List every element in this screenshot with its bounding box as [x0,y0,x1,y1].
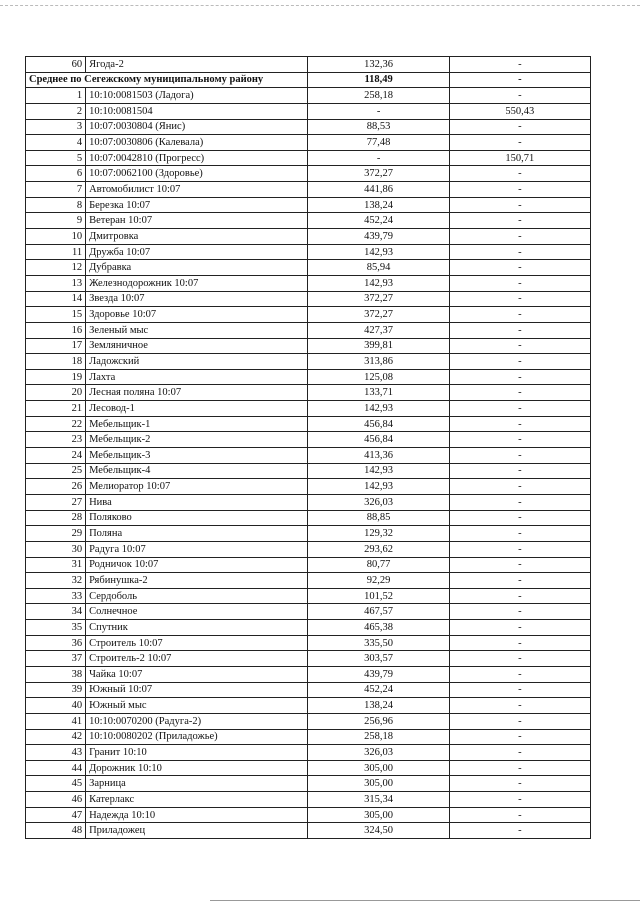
value-column-1: 326,03 [308,745,449,761]
value-column-2: - [449,573,590,589]
table-row [26,166,591,182]
table-row [26,745,591,761]
row-number: 7 [26,182,86,198]
value-column-1: 80,77 [308,557,449,573]
row-number: 24 [26,448,86,464]
table-row [26,666,591,682]
row-name: Ягода-2 [86,57,308,73]
row-name: Нива [86,494,308,510]
table-row [26,448,591,464]
row-name: Лахта [86,369,308,385]
value-column-1: 129,32 [308,526,449,542]
table-row [26,651,591,667]
table-row [26,823,591,839]
value-column-1: 85,94 [308,260,449,276]
table-total-row [26,72,591,88]
value-column-2: - [449,823,590,839]
row-name: Строитель 10:07 [86,635,308,651]
row-number: 46 [26,792,86,808]
value-column-2: - [449,275,590,291]
row-name: 10:07:0030804 (Янис) [86,119,308,135]
value-column-2: - [449,385,590,401]
table-row [26,322,591,338]
value-column-2: - [449,57,590,73]
row-name: Дубравка [86,260,308,276]
row-number: 9 [26,213,86,229]
table-row [26,494,591,510]
table-row [26,369,591,385]
row-number: 10 [26,229,86,245]
row-number: 31 [26,557,86,573]
row-name: Катерлакс [86,792,308,808]
row-number: 20 [26,385,86,401]
row-number: 29 [26,526,86,542]
value-column-1: 258,18 [308,88,449,104]
row-number: 35 [26,620,86,636]
row-name: Железнодорожник 10:07 [86,275,308,291]
table-row [26,479,591,495]
value-column-1: 305,00 [308,760,449,776]
row-number: 48 [26,823,86,839]
value-column-1: 92,29 [308,573,449,589]
value-column-1: 335,50 [308,635,449,651]
value-column-1: 413,36 [308,448,449,464]
table-row [26,776,591,792]
value-column-1: 133,71 [308,385,449,401]
row-name: Мебельщик-1 [86,416,308,432]
row-number: 4 [26,135,86,151]
row-name: Южный 10:07 [86,682,308,698]
value-column-2: - [449,698,590,714]
value-column-2: - [449,354,590,370]
value-column-1: 132,36 [308,57,449,73]
row-name: Автомобилист 10:07 [86,182,308,198]
row-name: 10:10:0081503 (Ладога) [86,88,308,104]
table-row [26,698,591,714]
table-row [26,150,591,166]
row-number: 28 [26,510,86,526]
table-row [26,635,591,651]
value-column-2: - [449,338,590,354]
value-column-1: 256,96 [308,713,449,729]
row-number: 32 [26,573,86,589]
value-column-1: 88,53 [308,119,449,135]
value-column-2: - [449,463,590,479]
table-row [26,213,591,229]
value-column-1: 303,57 [308,651,449,667]
value-column-1: 138,24 [308,197,449,213]
row-name: 10:07:0042810 (Прогресс) [86,150,308,166]
row-number: 38 [26,666,86,682]
value-column-2: - [449,792,590,808]
row-number: 26 [26,479,86,495]
table-row [26,541,591,557]
value-column-2: - [449,620,590,636]
table-row [26,307,591,323]
row-number: 5 [26,150,86,166]
value-column-1: 101,52 [308,588,449,604]
value-column-1: 142,93 [308,479,449,495]
value-column-2: - [449,119,590,135]
value-column-1: 138,24 [308,698,449,714]
row-number: 1 [26,88,86,104]
value-column-2: - [449,88,590,104]
table-row [26,463,591,479]
row-number: 30 [26,541,86,557]
table-row [26,416,591,432]
value-column-2: 550,43 [449,103,590,119]
value-column-1: 372,27 [308,166,449,182]
value-column-1: 142,93 [308,463,449,479]
row-number: 2 [26,103,86,119]
table-row [26,729,591,745]
value-column-1: 326,03 [308,494,449,510]
row-number: 25 [26,463,86,479]
row-name: Зеленый мыс [86,322,308,338]
row-name: Мебельщик-4 [86,463,308,479]
value-column-2: - [449,651,590,667]
value-column-2: - [449,745,590,761]
value-column-2: - [449,322,590,338]
value-column-1: 427,37 [308,322,449,338]
value-column-2: - [449,557,590,573]
table-row [26,244,591,260]
table-row [26,88,591,104]
table-row [26,229,591,245]
value-column-2: - [449,213,590,229]
row-name: Поляково [86,510,308,526]
table-body [26,57,591,839]
row-number: 21 [26,401,86,417]
value-column-2: - [449,526,590,542]
value-column-2: - [449,588,590,604]
row-name: 10:10:0080202 (Приладожье) [86,729,308,745]
row-name: Мебельщик-2 [86,432,308,448]
row-name: Звезда 10:07 [86,291,308,307]
row-name: Земляничное [86,338,308,354]
value-column-2: - [449,432,590,448]
row-number: 27 [26,494,86,510]
value-column-1: 372,27 [308,291,449,307]
value-column-2: 150,71 [449,150,590,166]
value-column-1: 313,86 [308,354,449,370]
table-row [26,401,591,417]
value-column-1: 77,48 [308,135,449,151]
value-column-1: 452,24 [308,682,449,698]
value-column-1: 441,86 [308,182,449,198]
table-row [26,135,591,151]
table-row [26,557,591,573]
value-column-2: - [449,494,590,510]
value-column-2: - [449,760,590,776]
value-column-2: - [449,776,590,792]
row-name: Дмитровка [86,229,308,245]
value-column-1: 439,79 [308,666,449,682]
table-row [26,385,591,401]
data-table [25,56,591,839]
table-row [26,792,591,808]
row-name: Лесная поляна 10:07 [86,385,308,401]
row-name: Березка 10:07 [86,197,308,213]
value-column-2: - [449,635,590,651]
table-row [26,760,591,776]
table-row [26,604,591,620]
row-number: 11 [26,244,86,260]
row-number: 16 [26,322,86,338]
value-column-1: 315,34 [308,792,449,808]
row-number: 14 [26,291,86,307]
value-column-2: - [449,401,590,417]
value-column-2: - [449,682,590,698]
row-number: 47 [26,807,86,823]
row-name: Спутник [86,620,308,636]
row-number: 39 [26,682,86,698]
value-column-1: 305,00 [308,807,449,823]
row-name: Сердоболь [86,588,308,604]
value-column-1: 467,57 [308,604,449,620]
row-name: Ветеран 10:07 [86,213,308,229]
value-column-2: - [449,448,590,464]
row-number: 41 [26,713,86,729]
value-column-2: - [449,135,590,151]
table-row [26,713,591,729]
value-column-2: - [449,72,590,88]
row-name: Строитель-2 10:07 [86,651,308,667]
row-number: 17 [26,338,86,354]
row-number: 19 [26,369,86,385]
value-column-1: 324,50 [308,823,449,839]
value-column-2: - [449,260,590,276]
row-name: Зарница [86,776,308,792]
row-name: Надежда 10:10 [86,807,308,823]
row-number: 33 [26,588,86,604]
value-column-1: 456,84 [308,416,449,432]
row-name: Мебельщик-3 [86,448,308,464]
table-row [26,620,591,636]
row-number: 15 [26,307,86,323]
table-row [26,103,591,119]
row-number: 3 [26,119,86,135]
value-column-2: - [449,291,590,307]
row-number: 37 [26,651,86,667]
value-column-1: 142,93 [308,244,449,260]
value-column-2: - [449,416,590,432]
table-row [26,682,591,698]
table-row [26,432,591,448]
value-column-1: 258,18 [308,729,449,745]
row-number: 23 [26,432,86,448]
value-column-1: 399,81 [308,338,449,354]
table-row [26,807,591,823]
table-row [26,354,591,370]
value-column-1: - [308,103,449,119]
value-column-1: 293,62 [308,541,449,557]
row-name: Дорожник 10:10 [86,760,308,776]
value-column-2: - [449,666,590,682]
scan-edge-top [0,5,640,6]
scan-edge-bottom [210,900,640,901]
value-column-2: - [449,510,590,526]
row-name: 10:10:0081504 [86,103,308,119]
table-row [26,573,591,589]
row-name: Чайка 10:07 [86,666,308,682]
value-column-1: 456,84 [308,432,449,448]
table-row [26,291,591,307]
value-column-2: - [449,166,590,182]
table-row [26,338,591,354]
row-name: Дружба 10:07 [86,244,308,260]
row-name: Южный мыс [86,698,308,714]
value-column-2: - [449,307,590,323]
row-number: 8 [26,197,86,213]
row-name: 10:10:0070200 (Радуга-2) [86,713,308,729]
table-row [26,182,591,198]
table-row [26,197,591,213]
row-name: Лесовод-1 [86,401,308,417]
value-column-2: - [449,807,590,823]
row-number: 12 [26,260,86,276]
value-column-1: 305,00 [308,776,449,792]
row-number: 42 [26,729,86,745]
table-row [26,260,591,276]
value-column-2: - [449,244,590,260]
value-column-1: 125,08 [308,369,449,385]
value-column-2: - [449,713,590,729]
row-name: Родничок 10:07 [86,557,308,573]
row-name: Мелиоратор 10:07 [86,479,308,495]
row-number: 43 [26,745,86,761]
table-row [26,526,591,542]
value-column-1: 465,38 [308,620,449,636]
value-column-2: - [449,369,590,385]
total-label: Среднее по Сегежскому муниципальному району [26,72,308,88]
value-column-1: 142,93 [308,275,449,291]
row-name: Радуга 10:07 [86,541,308,557]
value-column-2: - [449,182,590,198]
value-column-2: - [449,229,590,245]
row-number: 22 [26,416,86,432]
row-number: 36 [26,635,86,651]
value-column-2: - [449,197,590,213]
table-row [26,510,591,526]
row-number: 45 [26,776,86,792]
table-row [26,57,591,73]
value-column-1: 88,85 [308,510,449,526]
row-name: Гранит 10:10 [86,745,308,761]
row-name: Ладожский [86,354,308,370]
value-column-1: 452,24 [308,213,449,229]
value-column-1: 118,49 [308,72,449,88]
table-row [26,275,591,291]
value-column-2: - [449,604,590,620]
row-name: 10:07:0030806 (Калевала) [86,135,308,151]
table-row [26,119,591,135]
value-column-2: - [449,729,590,745]
row-number: 34 [26,604,86,620]
value-column-2: - [449,541,590,557]
row-number: 18 [26,354,86,370]
row-name: Поляна [86,526,308,542]
value-column-2: - [449,479,590,495]
value-column-1: 142,93 [308,401,449,417]
row-name: 10:07:0062100 (Здоровье) [86,166,308,182]
row-name: Солнечное [86,604,308,620]
row-number: 13 [26,275,86,291]
row-number: 40 [26,698,86,714]
row-name: Здоровье 10:07 [86,307,308,323]
row-number: 44 [26,760,86,776]
value-column-1: 372,27 [308,307,449,323]
row-number: 60 [26,57,86,73]
row-name: Рябинушка-2 [86,573,308,589]
value-column-1: 439,79 [308,229,449,245]
value-column-1: - [308,150,449,166]
row-number: 6 [26,166,86,182]
table-row [26,588,591,604]
row-name: Приладожец [86,823,308,839]
